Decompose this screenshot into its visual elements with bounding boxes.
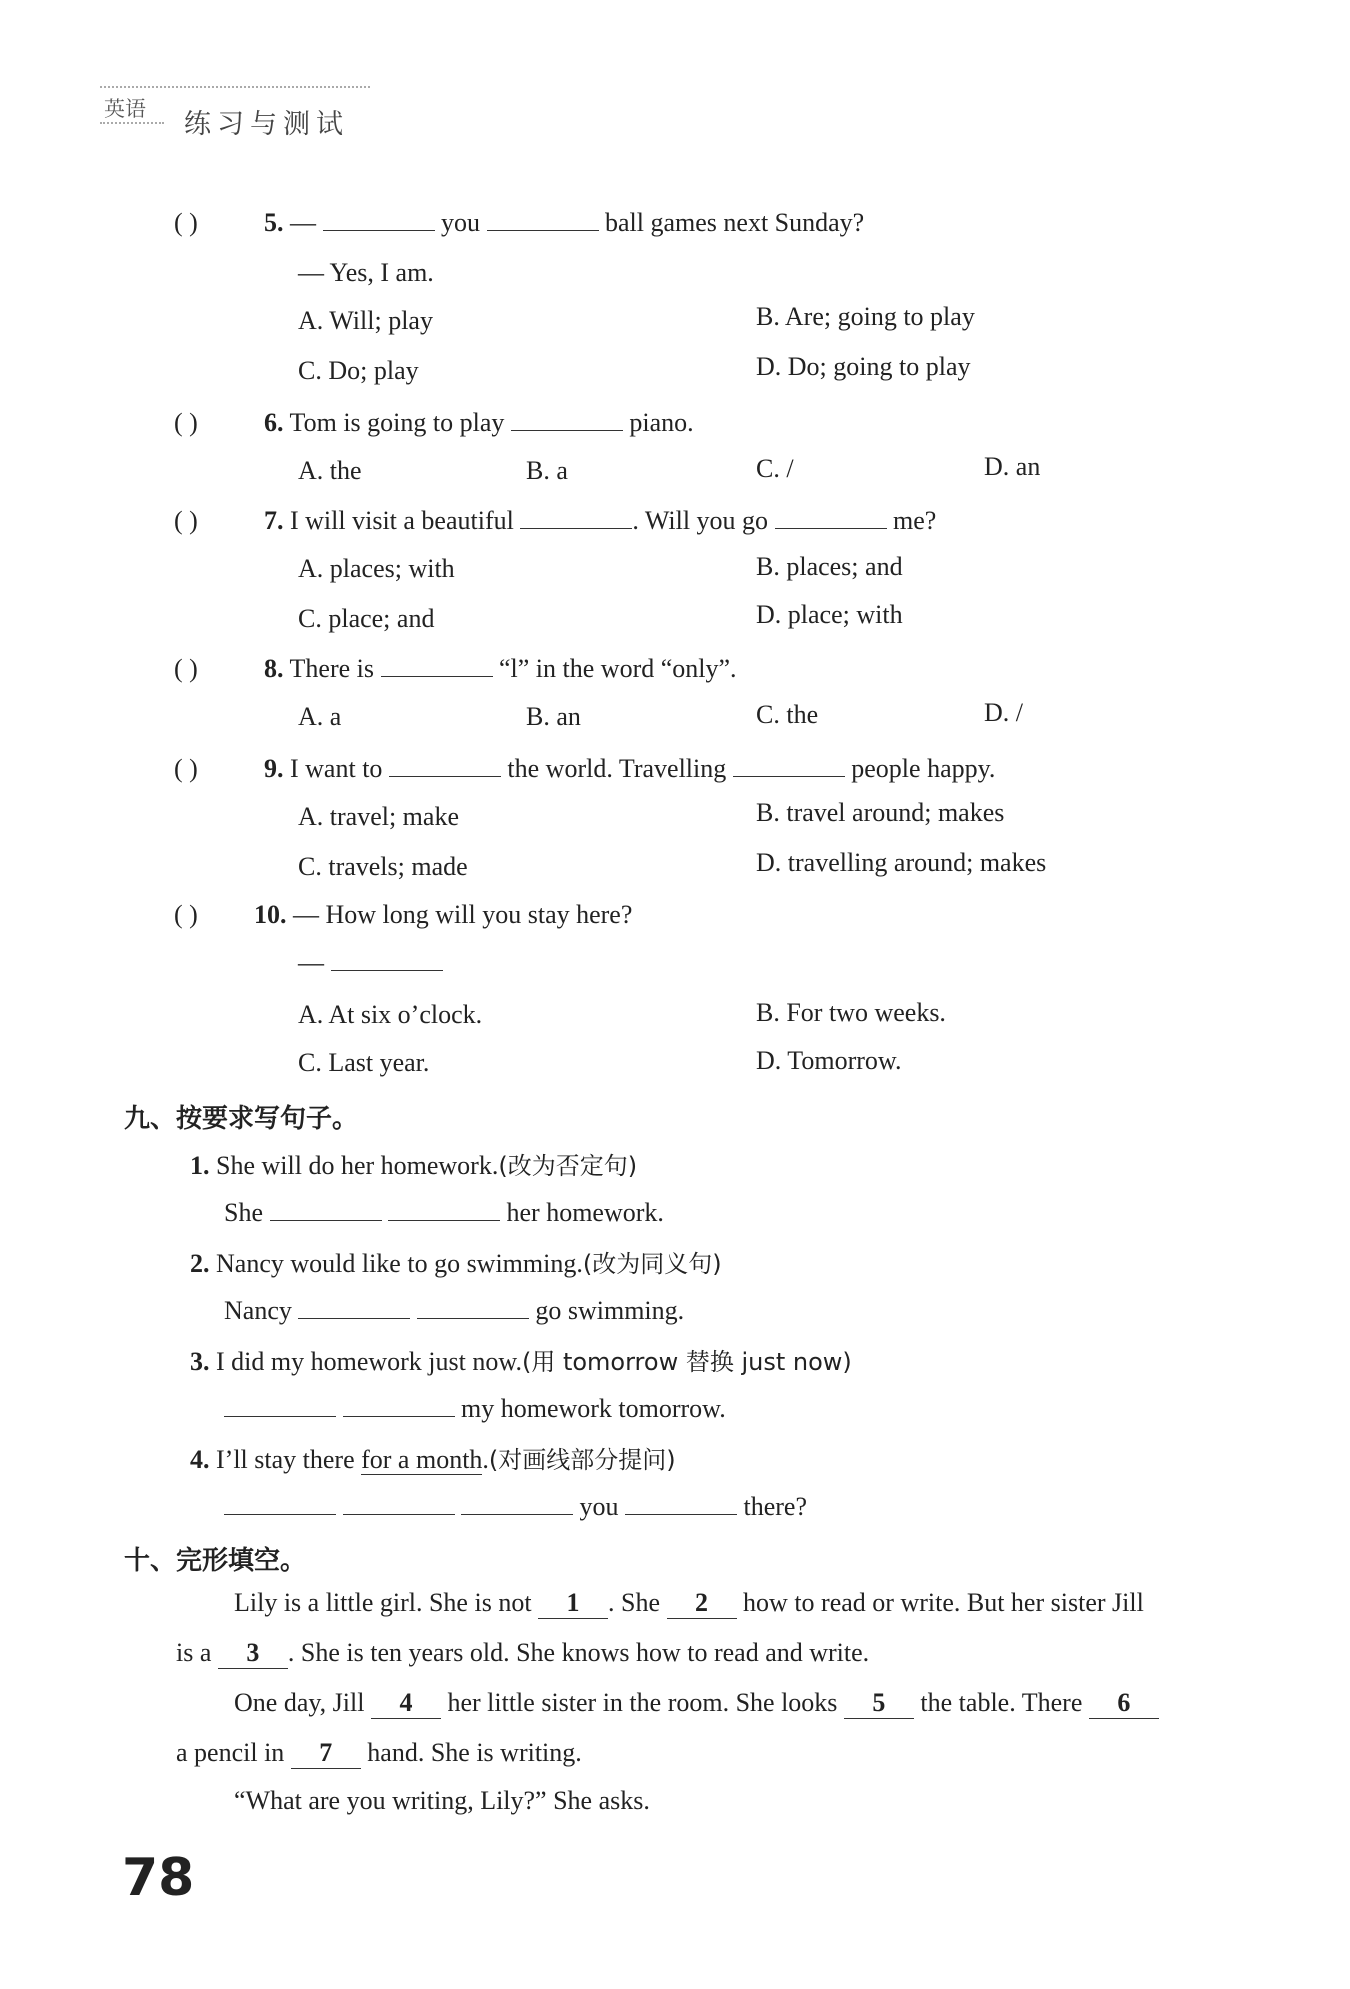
option-b: B. places; and: [756, 552, 903, 581]
question-7: ( ) 7. I will visit a beautiful . Will you go me?: [174, 506, 937, 535]
blank: [343, 1490, 455, 1515]
cloze-blank: 6: [1089, 1688, 1159, 1719]
option-d: D. an: [984, 452, 1041, 481]
option-c: C. Do; play: [298, 356, 419, 385]
cloze-line-4: a pencil in 7 hand. She is writing.: [176, 1738, 582, 1767]
option-b: B. travel around; makes: [756, 798, 1005, 827]
cloze-blank: 4: [371, 1688, 441, 1719]
cloze-blank: 5: [844, 1688, 914, 1719]
option-d: D. Tomorrow.: [756, 1046, 902, 1075]
option-a: A. places; with: [298, 554, 455, 583]
option-b: B. a: [526, 456, 568, 485]
rewrite-answer-2: Nancy go swimming.: [224, 1296, 685, 1325]
option-a: A. At six o’clock.: [298, 1000, 483, 1029]
blank: [733, 752, 845, 777]
blank: [511, 406, 623, 431]
rewrite-answer-4: you there?: [224, 1490, 807, 1522]
option-c: C. travels; made: [298, 852, 468, 881]
option-c: C. /: [756, 454, 794, 483]
blank: [625, 1490, 737, 1515]
cloze-blank: 1: [538, 1588, 608, 1619]
cloze-blank: 7: [291, 1738, 361, 1769]
option-b: B. For two weeks.: [756, 998, 946, 1027]
cloze-blank: 3: [218, 1638, 288, 1669]
blank: [270, 1196, 382, 1221]
blank: [224, 1490, 336, 1515]
cloze-line-1: Lily is a little girl. She is not 1 . She 2 how to read or write. But her sister Jill: [234, 1588, 1144, 1617]
blank: [343, 1392, 455, 1417]
blank: [461, 1490, 573, 1515]
answer-paren: ( ): [174, 208, 198, 237]
header-rule: [100, 86, 370, 88]
header-subject: 英语: [104, 97, 146, 121]
option-b: B. Are; going to play: [756, 302, 975, 331]
question-10-reply: —: [298, 946, 443, 978]
cloze-line-2: is a 3 . She is ten years old. She knows how to read and write.: [176, 1638, 870, 1667]
rewrite-item-4: 4. I’ll stay there for a month.(对画线部分提问): [190, 1445, 676, 1474]
option-a: A. a: [298, 702, 342, 731]
blank: [331, 946, 443, 971]
blank: [389, 752, 501, 777]
option-a: A. the: [298, 456, 362, 485]
blank: [298, 1294, 410, 1319]
question-5-reply: — Yes, I am.: [298, 258, 434, 287]
option-d: D. place; with: [756, 600, 903, 629]
section-9-title: 九、按要求写句子。: [124, 1104, 359, 1134]
blank: [381, 652, 493, 677]
header-title: 练习与测试: [184, 109, 349, 140]
option-b: B. an: [526, 702, 581, 731]
blank: [417, 1294, 529, 1319]
rewrite-item-2: 2. Nancy would like to go swimming.(改为同义句): [190, 1249, 722, 1278]
cloze-line-3: One day, Jill 4 her little sister in the room. She looks 5 the table. There 6: [234, 1688, 1159, 1719]
blank: [487, 206, 599, 231]
question-9: ( ) 9. I want to the world. Travelling people happy.: [174, 754, 996, 783]
option-c: C. Last year.: [298, 1048, 430, 1077]
rewrite-item-1: 1. She will do her homework.(改为否定句): [190, 1151, 638, 1180]
option-c: C. place; and: [298, 604, 435, 633]
blank: [323, 206, 435, 231]
blank: [775, 504, 887, 529]
option-a: A. travel; make: [298, 802, 459, 831]
option-d: D. travelling around; makes: [756, 848, 1047, 877]
blank: [388, 1196, 500, 1221]
blank: [520, 504, 632, 529]
underlined-phrase: for a month: [361, 1445, 483, 1474]
blank: [224, 1392, 336, 1417]
rewrite-answer-1: She her homework.: [224, 1198, 664, 1227]
page-number: 78: [122, 1848, 195, 1908]
question-10: ( ) 10. — How long will you stay here?: [174, 900, 633, 929]
question-6: ( ) 6. Tom is going to play piano.: [174, 408, 694, 437]
cloze-blank: 2: [667, 1588, 737, 1619]
rewrite-answer-3: my homework tomorrow.: [224, 1392, 726, 1424]
option-d: D. /: [984, 698, 1023, 727]
question-5: ( ) 5. — you ball games next Sunday?: [174, 208, 865, 237]
cloze-line-5: “What are you writing, Lily?” She asks.: [234, 1786, 650, 1815]
option-a: A. Will; play: [298, 306, 433, 335]
question-8: ( ) 8. There is “l” in the word “only”.: [174, 654, 737, 683]
section-10-title: 十、完形填空。: [124, 1546, 307, 1576]
option-c: C. the: [756, 700, 819, 729]
rewrite-item-3: 3. I did my homework just now.(用 tomorrow 替换 just now): [190, 1347, 852, 1376]
option-d: D. Do; going to play: [756, 352, 971, 381]
